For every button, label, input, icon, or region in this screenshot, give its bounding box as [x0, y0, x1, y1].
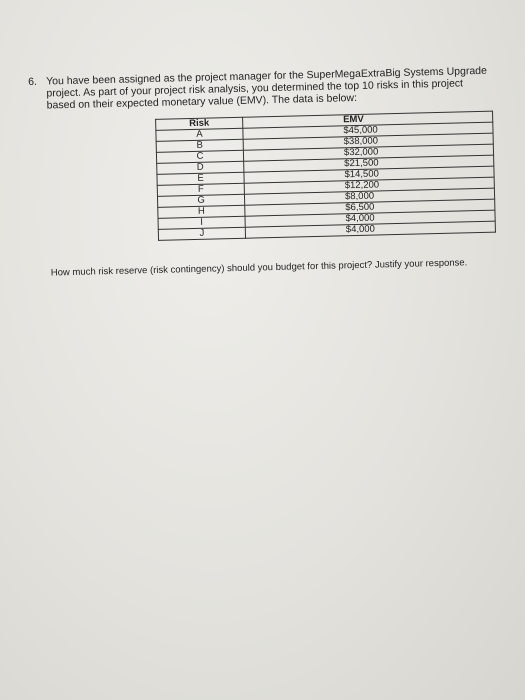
emv-cell: $12,200 [244, 177, 494, 194]
followup-question: How much risk reserve (risk contingency) should you budget for this project? Justify your response. [50, 257, 468, 279]
emv-cell: $14,500 [244, 166, 494, 183]
header-risk: Risk [156, 117, 243, 130]
emv-cell: $38,000 [243, 133, 493, 150]
risk-cell: I [158, 216, 245, 229]
risk-cell: F [157, 183, 244, 196]
question-text: You have been assigned as the project manager for the SuperMegaExtraBig Systems Upgrade project. As part of your project risk analysis, you determined the top 10 risks in this project based on their expected monetary value (EMV). The data is below: [45, 64, 488, 112]
document-content [28, 65, 503, 279]
emv-cell: $4,000 [245, 210, 495, 227]
risk-cell: H [158, 205, 245, 218]
header-emv: EMV [243, 111, 493, 128]
emv-cell: $32,000 [243, 144, 493, 161]
risk-cell: G [157, 194, 244, 207]
emv-cell: $6,500 [245, 199, 495, 216]
emv-cell: $4,000 [245, 221, 495, 238]
emv-cell: $21,500 [244, 155, 494, 172]
risk-cell: C [156, 150, 243, 163]
emv-table [155, 111, 496, 241]
risk-cell: B [156, 139, 243, 152]
risk-cell: E [157, 172, 244, 185]
emv-cell: $8,000 [244, 188, 494, 205]
risk-cell: J [158, 227, 245, 240]
risk-cell: A [156, 128, 243, 141]
emv-cell: $45,000 [243, 122, 493, 139]
risk-cell: D [157, 161, 244, 174]
question-number: 6. [28, 75, 38, 88]
